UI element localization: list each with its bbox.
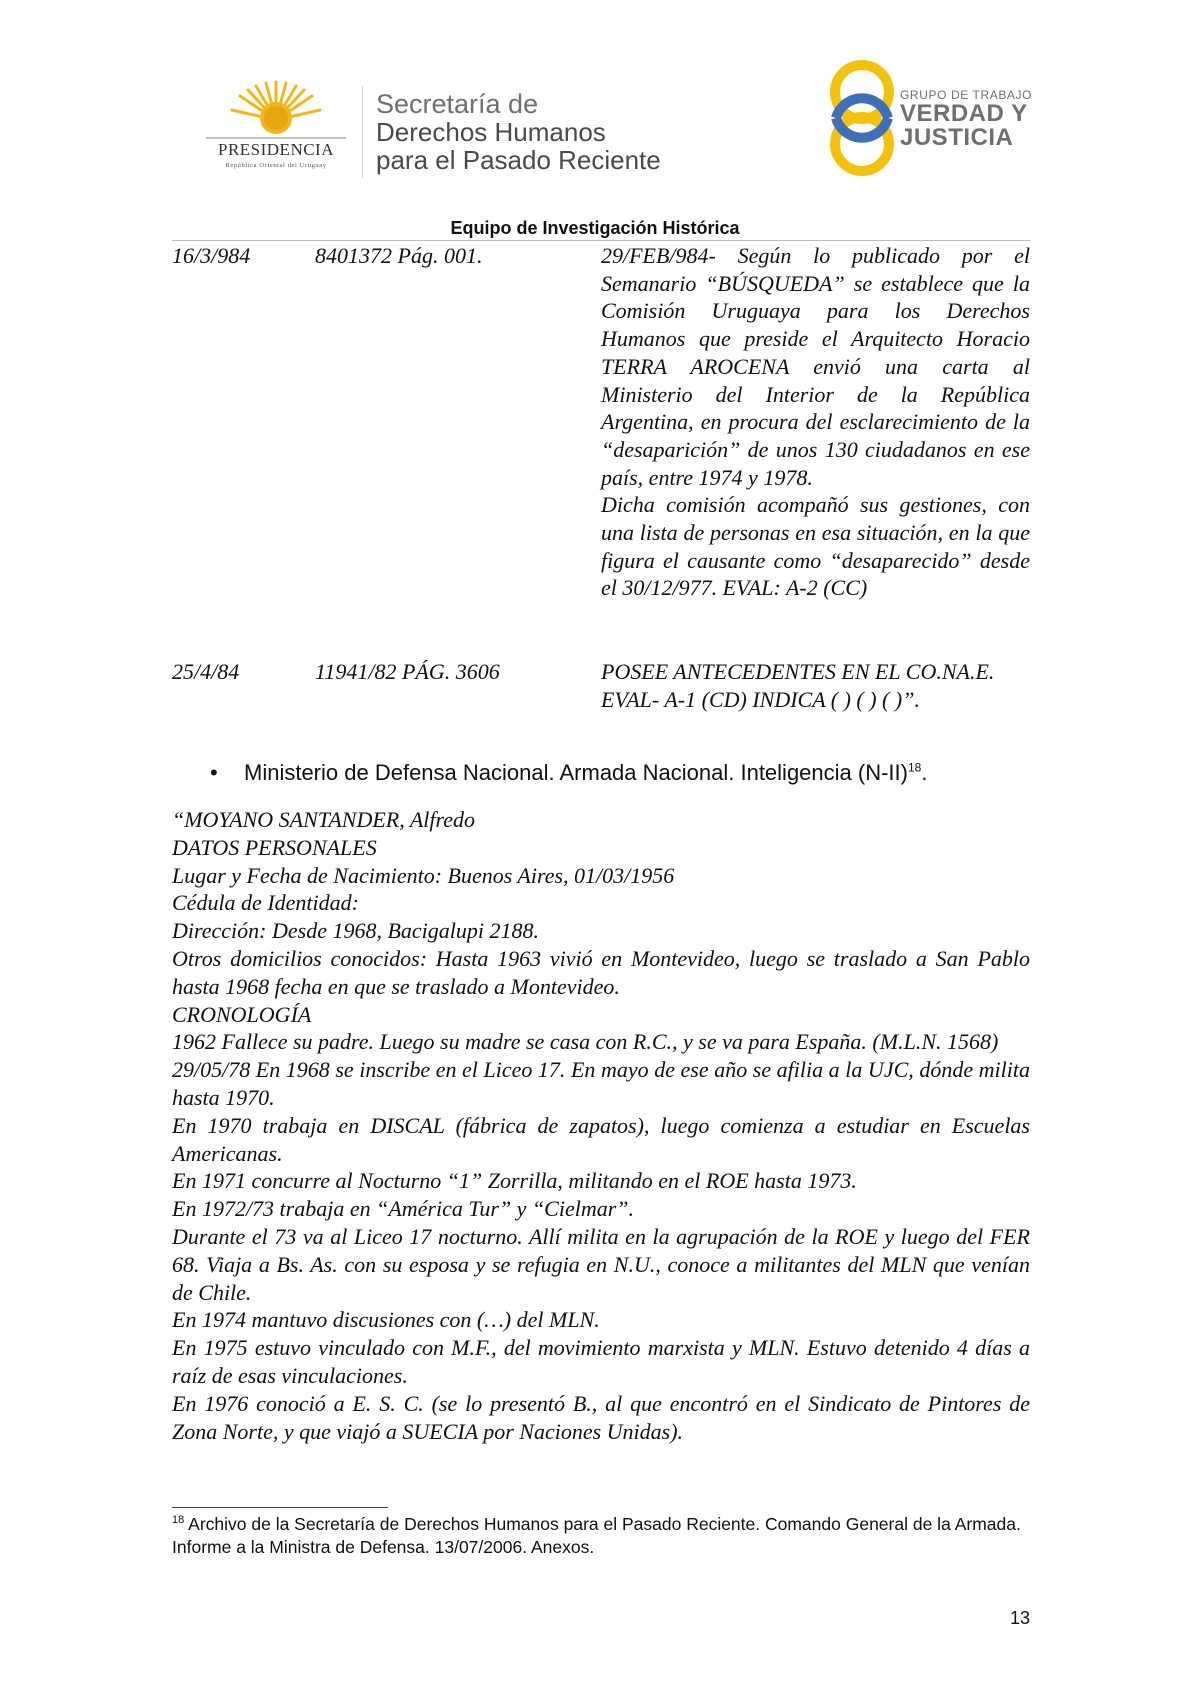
footnote-separator	[172, 1507, 388, 1508]
body-line: Dirección: Desde 1968, Bacigalupi 2188.	[172, 918, 539, 944]
bullet-text-wrap	[244, 760, 927, 786]
body-line: En 1976 conoció a E. S. C. (se lo presentó B., al que encontró en el Sindicato de Pintores de Zona Norte, y que viajó a SUECIA por Naciones Unidas).	[172, 1390, 1030, 1444]
footnote-reference[interactable]: 18	[907, 760, 922, 775]
vj-line-2: JUSTICIA	[900, 124, 1014, 151]
record-paragraph: POSEE ANTECEDENTES EN EL CO.NA.E.	[601, 659, 995, 684]
footnote	[172, 1513, 1030, 1559]
secretaria-line-1: Secretaría de	[376, 89, 539, 119]
body-line: 1962 Fallece su padre. Luego su madre se casa con R.C., y se va para España. (M.L.N. 1568)	[172, 1029, 999, 1055]
body-line: 29/05/78 En 1968 se inscribe en el Liceo 17. En mayo de ese año se afilia a la UJC, dónde milita hasta 1970.	[172, 1057, 1030, 1110]
record-paragraph: 29/FEB/984- Según lo publicado por el Semanario “BÚSQUEDA” se establece que la Comisión Uruguaya para los Derechos Humanos que preside el Arquitecto Horacio TERRA AROCENA envió una carta al Ministerio del Interior de la República Argentina, en procura del esclarecimiento de la “desaparición” de unos 130 ciudadanos en ese país, entre 1974 y 1978.	[601, 243, 1030, 490]
header-rule	[172, 240, 1030, 241]
team-heading: Equipo de Investigación Histórica	[450, 218, 740, 238]
verdad-justicia-rings-icon	[826, 56, 898, 180]
header-divider	[362, 86, 363, 178]
secretaria-line-2: Derechos Humanos	[376, 117, 606, 147]
bullet-symbol: •	[210, 760, 218, 785]
record-reference: 8401372 Pág. 001.	[315, 243, 483, 268]
record-paragraph: Dicha comisión acompañó sus gestiones, con una lista de personas en esa situación, en la que figura el causante como “desaparecido” desde el 30/12/977. EVAL: A-2 (CC)	[601, 492, 1030, 601]
verdad-justicia-logo-text	[900, 88, 1032, 150]
vj-line-1: VERDAD Y	[900, 100, 1028, 127]
body-line: En 1971 concurre al Nocturno “1” Zorrilla, militando en el ROE hasta 1973.	[172, 1168, 857, 1194]
presidencia-subtitle: República Oriental del Uruguay	[225, 162, 327, 169]
vj-small-text: GRUPO DE TRABAJO	[900, 88, 1033, 102]
page-number: 13	[1009, 1608, 1030, 1628]
record-date: 16/3/984	[172, 243, 251, 268]
record-date: 25/4/84	[172, 659, 240, 684]
report-body	[172, 806, 1030, 1445]
record-reference: 11941/82 PÁG. 3606	[315, 659, 500, 684]
body-line: En 1970 trabaja en DISCAL (fábrica de zapatos), luego comienza a estudiar en Escuelas Americanas.	[172, 1112, 1030, 1166]
record-paragraph: EVAL- A-1 (CD) INDICA ( ) ( ) ( )”.	[601, 686, 920, 712]
bullet-end: .	[921, 760, 928, 785]
body-line: DATOS PERSONALES	[172, 834, 377, 860]
bullet-text: Ministerio de Defensa Nacional. Armada Nacional. Inteligencia (N-II)	[244, 760, 908, 785]
body-line: En 1975 estuvo vinculado con M.F., del movimiento marxista y MLN. Estuvo detenido 4 días a raíz de esas vinculaciones.	[172, 1335, 1030, 1388]
secretaria-title	[376, 90, 661, 174]
body-line: Cédula de Identidad:	[172, 890, 359, 916]
footnote-text: Archivo de la Secretaría de Derechos Humanos para el Pasado Reciente. Comando General de la Armada. Informe a la Ministra de Defensa. 13/07/2006. Anexos.	[172, 1514, 1021, 1557]
record-description	[601, 242, 1030, 602]
footnote-number: 18	[172, 1514, 185, 1527]
body-line: Durante el 73 va al Liceo 17 nocturno. Allí milita en la agrupación de la ROE y luego del FER 68. Viaja a Bs. As. con su esposa y se refugia en N.U., conoce a militantes del MLN que venían de Chile.	[172, 1223, 1030, 1305]
body-line: CRONOLOGÍA	[172, 1001, 312, 1027]
presidencia-logo	[196, 80, 356, 180]
record-description	[601, 658, 1030, 713]
body-line: Otros domicilios conocidos: Hasta 1963 vivió en Montevideo, luego se traslado a San Pablo hasta 1968 fecha en que se traslado a Montevideo.	[172, 945, 1030, 999]
body-line: En 1974 mantuvo discusiones con (…) del MLN.	[172, 1307, 600, 1333]
body-line: En 1972/73 trabaja en “América Tur” y “Cielmar”.	[172, 1196, 635, 1222]
presidencia-word: PRESIDENCIA	[217, 140, 334, 159]
sun-emblem-icon	[196, 80, 356, 140]
body-line: “MOYANO SANTANDER, Alfredo	[172, 807, 476, 832]
secretaria-line-3: para el Pasado Reciente	[376, 145, 661, 175]
body-line: Lugar y Fecha de Nacimiento: Buenos Aires, 01/03/1956	[172, 862, 675, 888]
